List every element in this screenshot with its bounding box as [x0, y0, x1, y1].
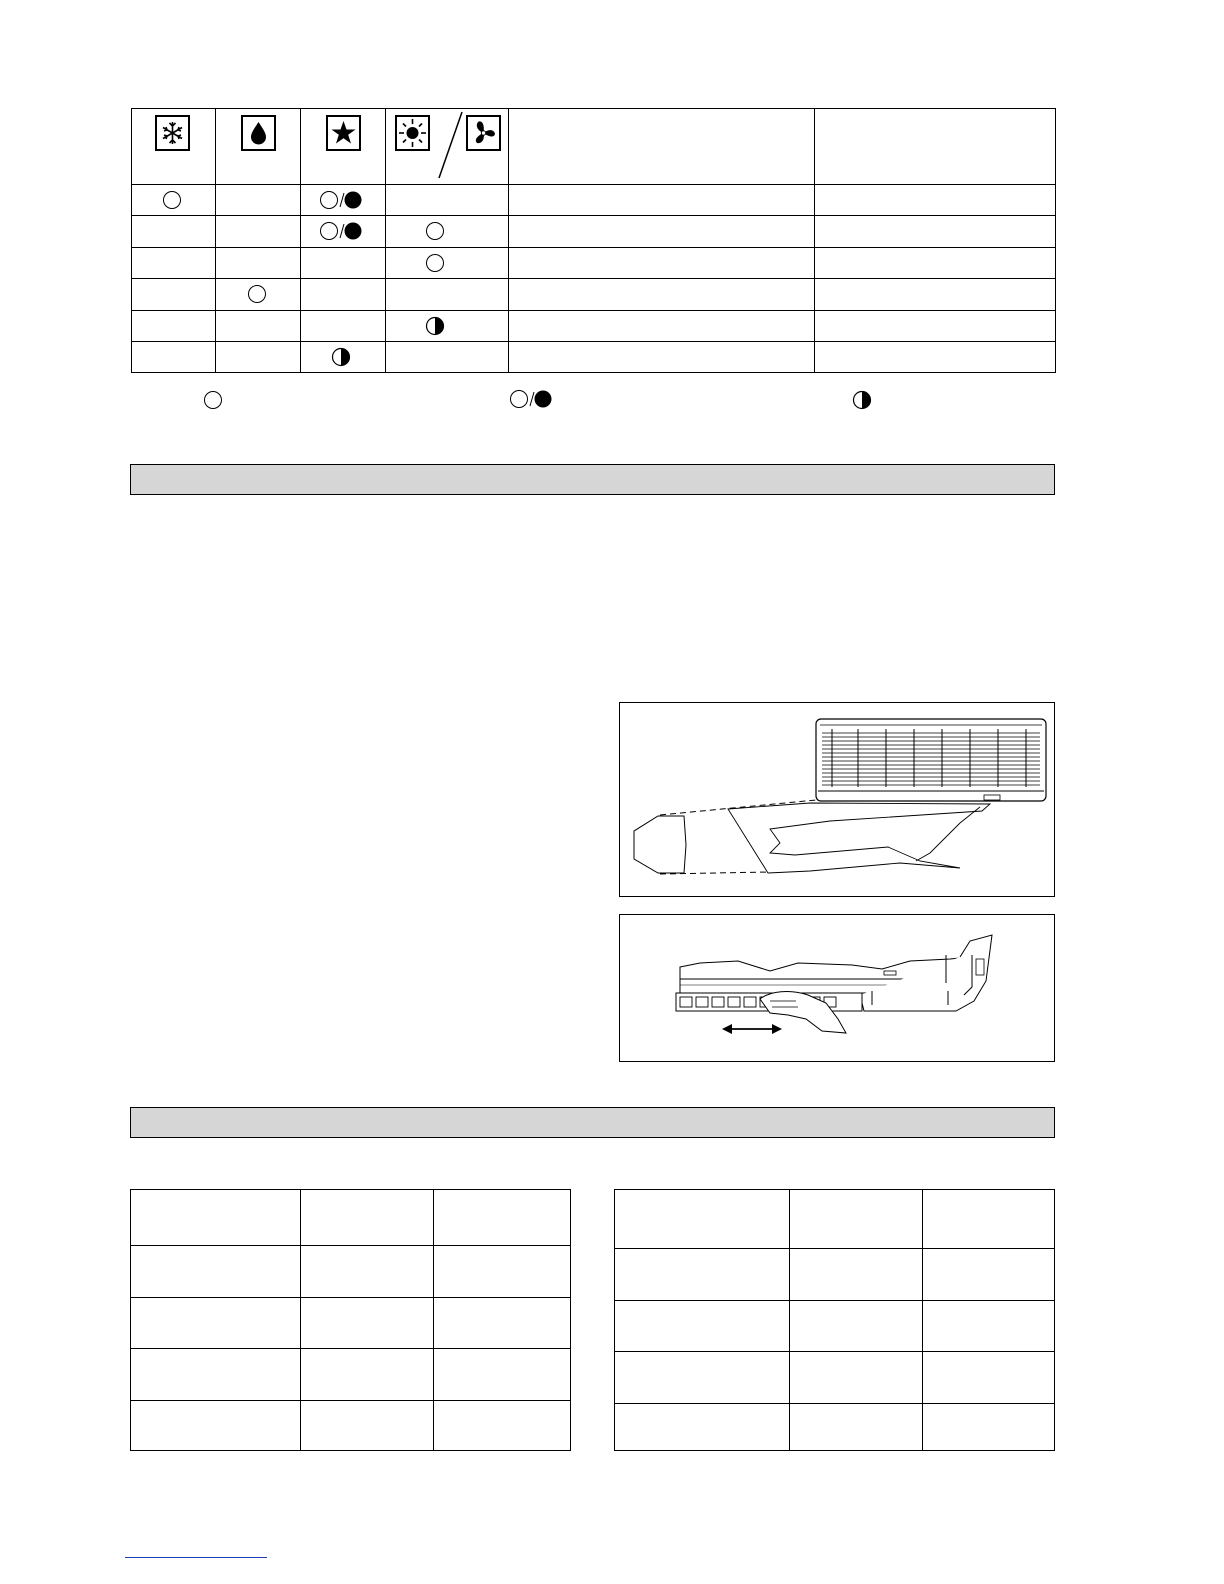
indicator-on-icon — [425, 253, 445, 273]
table-row-divider — [614, 1248, 1055, 1249]
slash-divider — [436, 110, 466, 180]
fan-icon — [466, 115, 501, 151]
snowflake-icon — [155, 115, 190, 151]
indicator-on-icon — [162, 190, 182, 210]
table-row-divider — [130, 1348, 571, 1349]
footer-link-underline — [125, 1557, 267, 1558]
table-row-divider — [130, 1297, 571, 1298]
legend-on-off-icon — [509, 389, 553, 409]
table-row-divider — [614, 1300, 1055, 1301]
remote-signal-range-illustration — [620, 703, 1054, 896]
spec-table-right — [614, 1189, 1055, 1451]
table-row-divider — [131, 310, 1056, 311]
table-col-divider — [814, 108, 815, 373]
section-heading-bar — [130, 464, 1055, 495]
remote-signal-figure — [619, 702, 1055, 897]
legend-half-icon — [852, 390, 872, 410]
table-row-divider — [131, 215, 1056, 216]
section-heading-bar — [130, 1107, 1055, 1138]
indicator-on-icon — [425, 221, 445, 241]
table-col-divider — [433, 1189, 434, 1451]
indicator-on-icon — [247, 284, 267, 304]
table-row-divider — [130, 1400, 571, 1401]
table-col-divider — [215, 108, 216, 373]
table-col-divider — [300, 1189, 301, 1451]
table-row-divider — [130, 1245, 571, 1246]
indicator-on-off-icon — [319, 190, 363, 210]
indicator-half-icon — [331, 347, 351, 367]
drop-icon — [241, 115, 276, 151]
table-row-divider — [131, 184, 1056, 185]
legend-on-icon — [203, 390, 223, 410]
louver-adjust-figure — [619, 914, 1055, 1062]
table-row-divider — [131, 341, 1056, 342]
table-col-divider — [385, 108, 386, 373]
table-col-divider — [508, 108, 509, 373]
table-row-divider — [131, 278, 1056, 279]
manual-louver-adjustment-illustration — [620, 915, 1054, 1061]
star-icon — [326, 115, 361, 151]
table-col-divider — [300, 108, 301, 373]
indicator-on-off-icon — [319, 221, 363, 241]
table-col-divider — [789, 1189, 790, 1451]
table-col-divider — [922, 1189, 923, 1451]
table-row-divider — [614, 1403, 1055, 1404]
table-row-divider — [614, 1351, 1055, 1352]
indicator-half-icon — [425, 316, 445, 336]
table-row-divider — [131, 247, 1056, 248]
sun-icon — [395, 115, 430, 151]
spec-table-left — [130, 1189, 571, 1451]
